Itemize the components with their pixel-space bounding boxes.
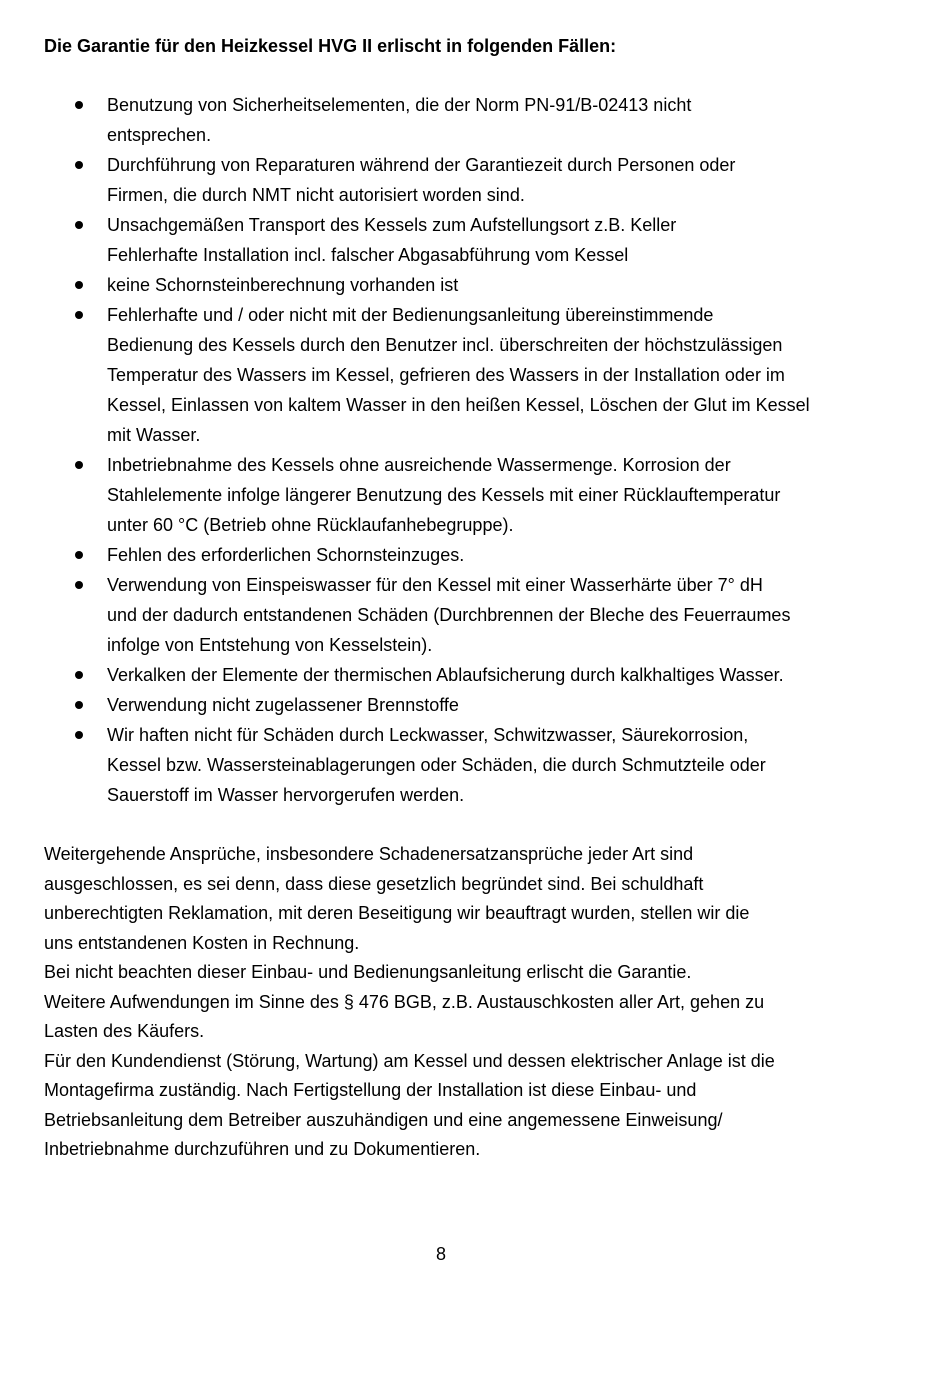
list-item [0,570,837,660]
list-item-text: Unsachgemäßen Transport des Kessels zum Aufstellungsort z.B. Keller [107,215,677,235]
list-item [0,90,837,150]
list-item [0,300,837,450]
list-item-text: Durchführung von Reparaturen während der Garantiezeit durch Personen oder [107,155,736,175]
bullet-icon [75,701,83,709]
list-item-text: Inbetriebnahme des Kessels ohne ausreichende Wassermenge. Korrosion der [107,455,731,475]
list-item [0,720,837,810]
closing-text-line: Montagefirma zuständig. Nach Fertigstellung der Installation ist diese Einbau- und [44,1080,697,1100]
warranty-exclusion-list [0,90,950,810]
closing-text-line: Weitere Aufwendungen im Sinne des § 476 BGB, z.B. Austauschkosten aller Art, gehen zu [44,991,765,1012]
closing-text-line: Weitergehende Ansprüche, insbesondere Schadenersatzansprüche jeder Art sind [44,844,694,864]
closing-text-line: unberechtigten Reklamation, mit deren Beseitigung wir beauftragt wurden, stellen wir die [44,903,750,923]
list-item [0,450,837,540]
closing-text-line: ausgeschlossen, es sei denn, dass diese gesetzlich begründet sind. Bei schuldhaft [44,873,704,894]
list-item-text: Fehlerhafte und / oder nicht mit der Bedienungsanleitung übereinstimmende [107,305,714,325]
list-item-text: mit Wasser. [107,425,201,445]
page-number: 8 [435,1244,446,1264]
list-item-text: Verwendung von Einspeiswasser für den Kessel mit einer Wasserhärte über 7° dH [107,575,763,595]
list-item-text: Sauerstoff im Wasser hervorgerufen werden. [107,785,465,805]
list-item-text: Verkalken der Elemente der thermischen Ablaufsicherung durch kalkhaltiges Wasser. [107,665,784,685]
bullet-icon [75,101,83,109]
list-item [0,540,837,570]
closing-text-line: Lasten des Käufers. [44,1021,205,1041]
closing-text-line: Betriebsanleitung dem Betreiber auszuhändigen und eine angemessene Einweisung/ [44,1109,723,1130]
bullet-icon [75,461,83,469]
bullet-icon [75,581,83,589]
closing-text-line: Bei nicht beachten dieser Einbau- und Bedienungsanleitung erlischt die Garantie. [44,962,692,982]
list-item-text: Fehlen des erforderlichen Schornsteinzuges. [107,545,465,565]
list-item-text: Wir haften nicht für Schäden durch Leckwasser, Schwitzwasser, Säurekorrosion, [107,725,749,745]
bullet-icon [75,281,83,289]
list-item-text: Stahlelemente infolge längerer Benutzung des Kessels mit einer Rücklauftemperatur [107,485,781,505]
list-item-text: Fehlerhafte Installation incl. falscher Abgasabführung vom Kessel [107,245,629,265]
bullet-icon [75,221,83,229]
list-item-text: Bedienung des Kessels durch den Benutzer incl. überschreiten der höchstzulässigen [107,335,783,355]
list-item-text: Kessel, Einlassen von kaltem Wasser in den heißen Kessel, Löschen der Glut im Kessel [107,395,810,415]
list-item-text: entsprechen. [107,125,212,145]
list-item-text: Temperatur des Wassers im Kessel, gefrieren des Wassers in der Installation oder im [107,365,785,385]
list-item-text: Firmen, die durch NMT nicht autorisiert worden sind. [107,185,525,205]
list-item [0,150,837,210]
list-item-text: keine Schornsteinberechnung vorhanden ist [107,275,459,295]
closing-paragraphs [44,840,904,1165]
list-item-text: unter 60 °C (Betrieb ohne Rücklaufanhebegruppe). [107,515,514,535]
closing-text-line: uns entstandenen Kosten in Rechnung. [44,932,360,953]
list-item-text: Kessel bzw. Wassersteinablagerungen oder Schäden, die durch Schmutzteile oder [107,755,766,775]
bullet-icon [75,671,83,679]
list-item [0,660,837,690]
page-heading: Die Garantie für den Heizkessel HVG II erlischt in folgenden Fällen: [44,36,617,56]
bullet-icon [75,551,83,559]
bullet-icon [75,161,83,169]
list-item-text: und der dadurch entstandenen Schäden (Durchbrennen der Bleche des Feuerraumes [107,605,791,625]
list-item [0,690,837,720]
list-item-text: Verwendung nicht zugelassener Brennstoffe [107,695,459,715]
bullet-icon [75,311,83,319]
list-item-text: infolge von Entstehung von Kesselstein). [107,635,433,655]
closing-text-line: Inbetriebnahme durchzuführen und zu Dokumentieren. [44,1139,481,1159]
bullet-icon [75,731,83,739]
list-item [0,210,837,270]
list-item [0,270,837,300]
closing-text-line: Für den Kundendienst (Störung, Wartung) am Kessel und dessen elektrischer Anlage ist die [44,1050,775,1071]
list-item-text: Benutzung von Sicherheitselementen, die der Norm PN-91/B-02413 nicht [107,95,692,115]
